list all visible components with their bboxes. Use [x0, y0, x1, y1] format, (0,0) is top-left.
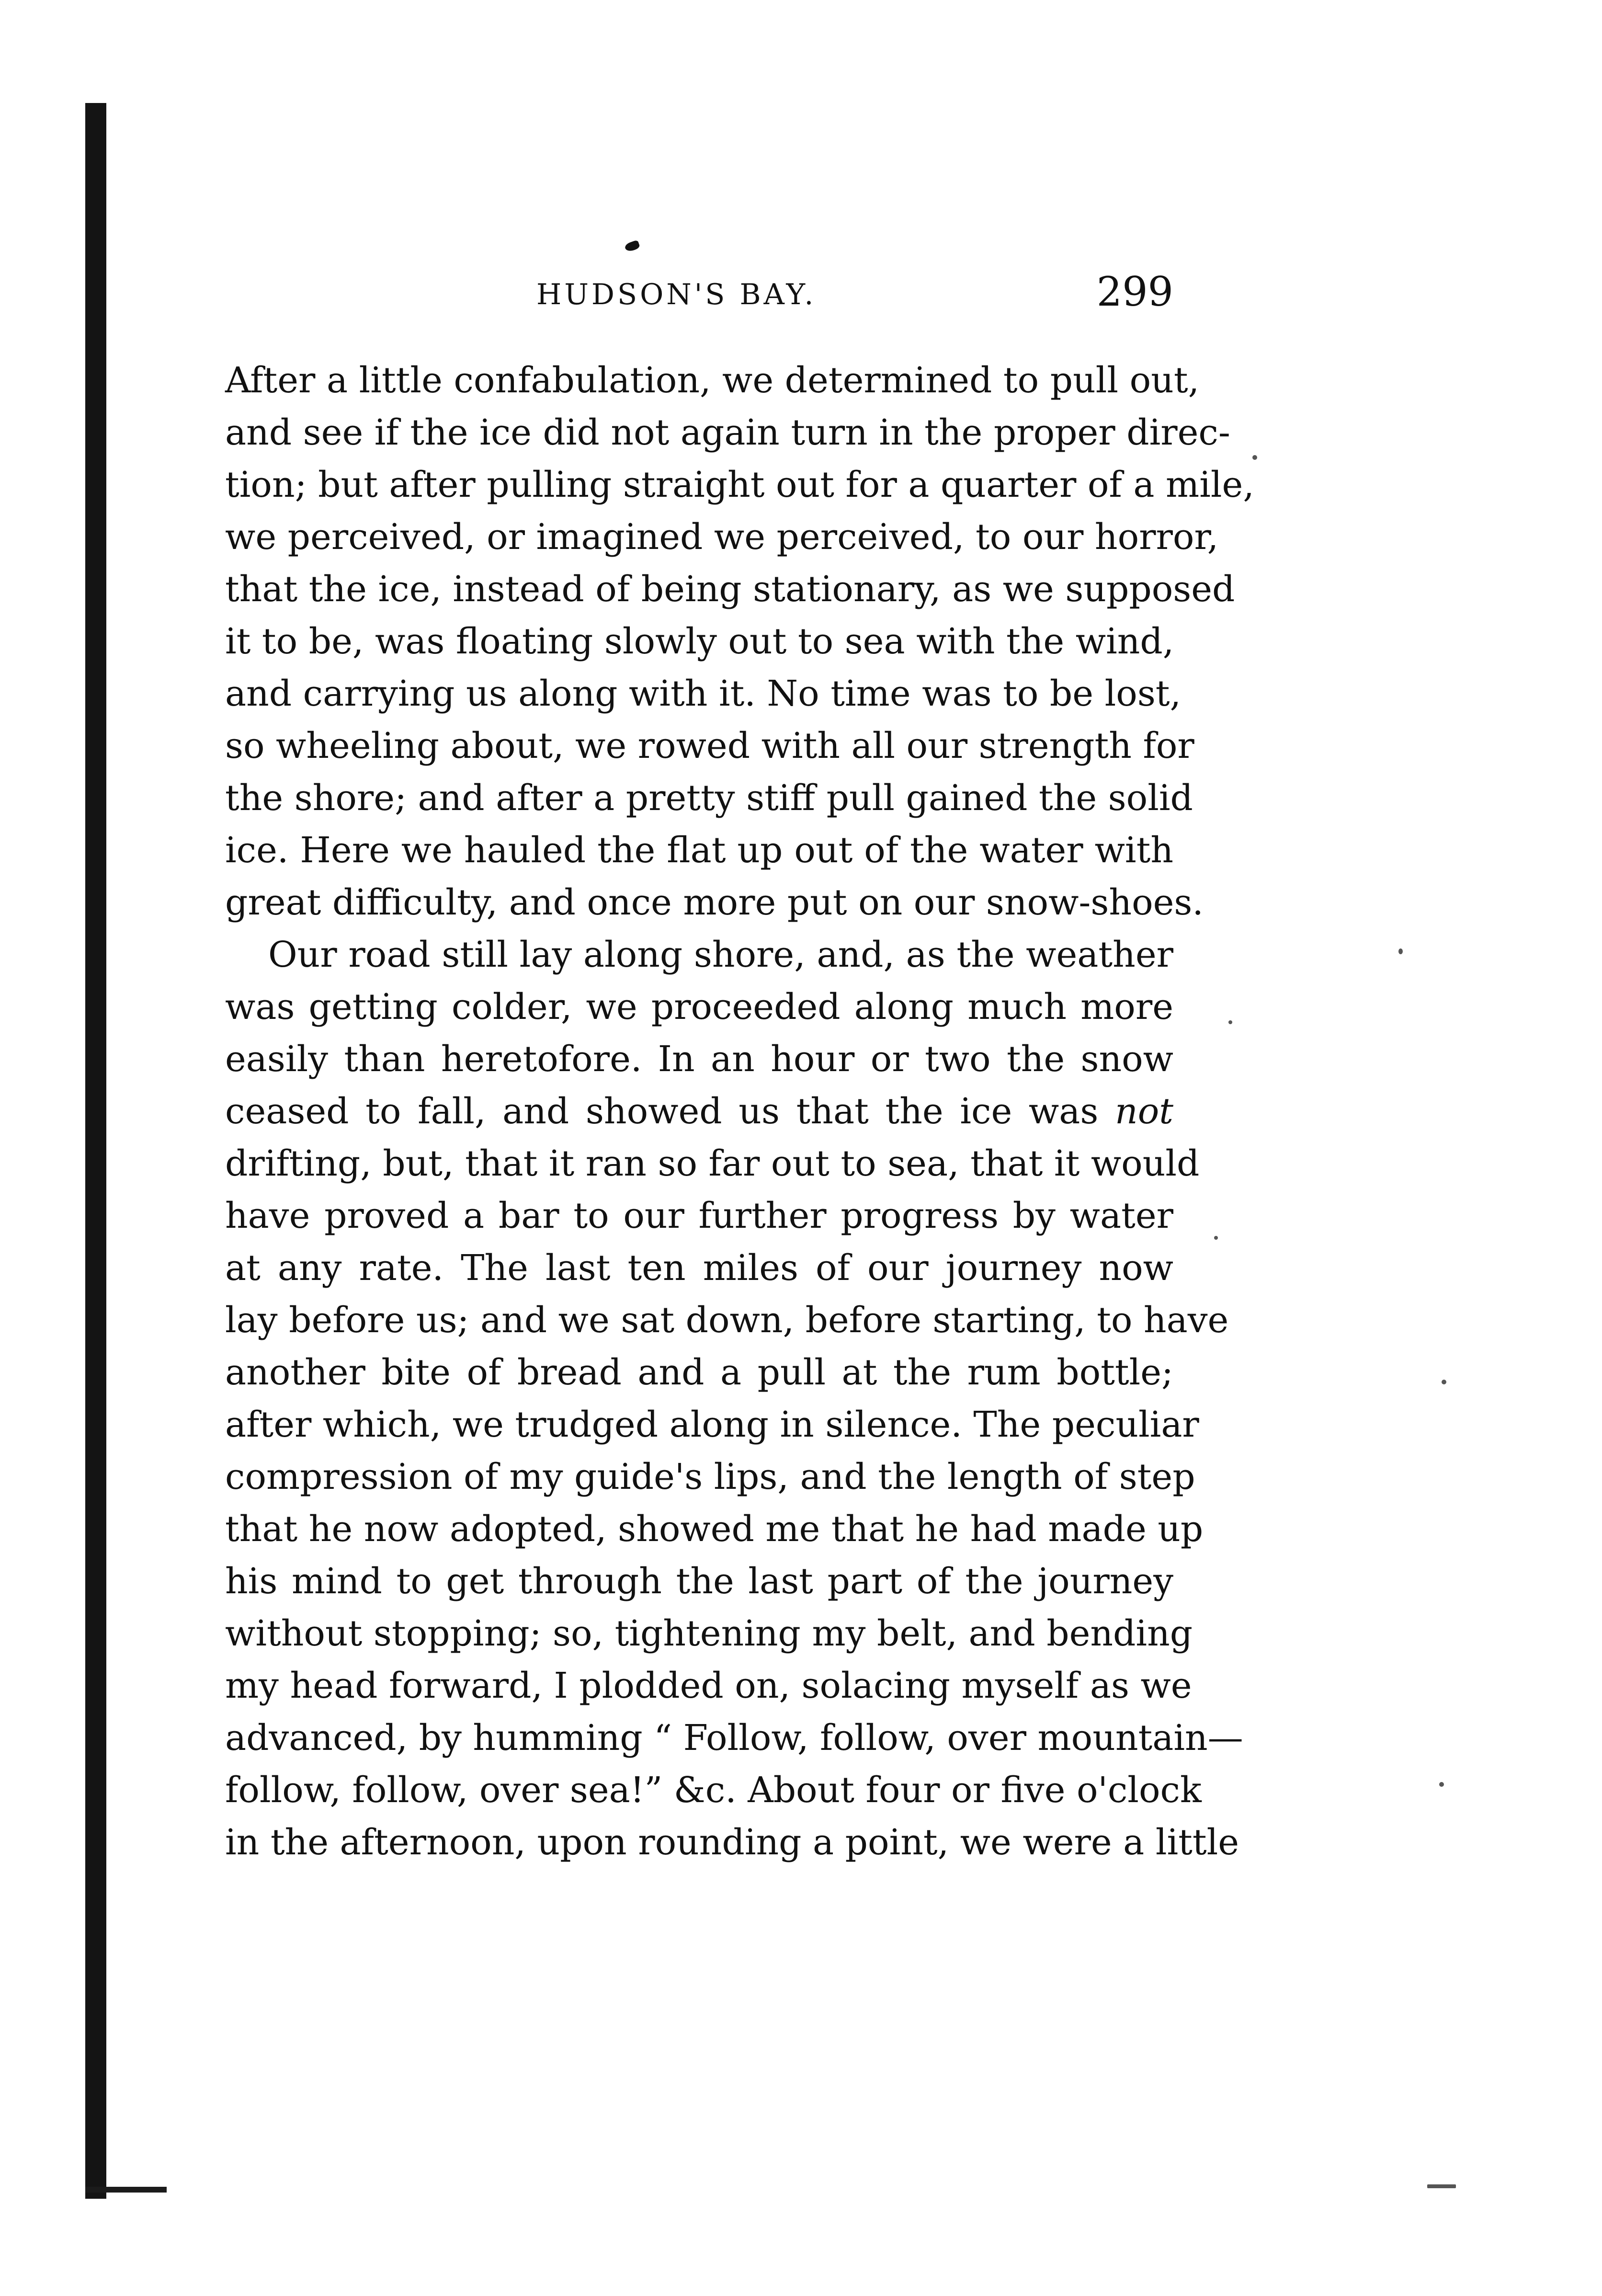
emphasized-word: not: [1115, 1091, 1173, 1132]
text-line-with-emphasis: [225, 1085, 1173, 1138]
page-header: [225, 268, 1173, 326]
text-line: After a little confabulation, we determined to pull out,: [225, 360, 1200, 401]
running-head: HUDSON'S BAY.: [536, 278, 817, 311]
text-line: and carrying us along with it. No time was to be lost,: [225, 673, 1182, 714]
paragraph-1: [225, 354, 1254, 929]
text-line: my head forward, I plodded on, solacing myself as we: [225, 1665, 1192, 1706]
text-line: have proved a bar to our further progress by water: [225, 1195, 1173, 1236]
page-number: 299: [1096, 268, 1173, 315]
ink-mark: [624, 240, 640, 252]
scan-speck: [1442, 1380, 1446, 1384]
text-line: was getting colder, we proceeded along much more: [225, 986, 1173, 1028]
text-line: easily than heretofore. In an hour or two the snow: [225, 1039, 1173, 1080]
text-line: so wheeling about, we rowed with all our strength for: [225, 725, 1194, 766]
scan-speck: [1228, 1020, 1232, 1024]
text-line: compression of my guide's lips, and the length of step: [225, 1456, 1195, 1497]
binding-rule-foot: [85, 2187, 167, 2193]
text-line: without stopping; so, tightening my belt, and bending: [225, 1613, 1193, 1654]
scan-speck: [1427, 2184, 1456, 2188]
text-line: in the afternoon, upon rounding a point, we were a little: [225, 1822, 1239, 1863]
text-line: his mind to get through the last part of the journey: [225, 1561, 1173, 1602]
text-line: the shore; and after a pretty stiff pull gained the solid: [225, 777, 1193, 819]
text-line: ice. Here we hauled the flat up out of the water with: [225, 830, 1173, 871]
text-line: lay before us; and we sat down, before starting, to have: [225, 1300, 1229, 1341]
text-line-segment: ceased to fall, and showed us that the ice was: [225, 1091, 1099, 1132]
scan-speck: [1439, 1782, 1444, 1787]
binding-rule: [85, 103, 106, 2199]
text-line: at any rate. The last ten miles of our journey now: [225, 1247, 1173, 1289]
text-line: we perceived, or imagined we perceived, to our horror,: [225, 516, 1219, 558]
scan-speck: [1252, 455, 1257, 460]
text-line: advanced, by humming “ Follow, follow, over mountain—: [225, 1717, 1243, 1759]
scan-speck: [1398, 948, 1403, 954]
body-text: [225, 354, 1254, 1869]
text-line: another bite of bread and a pull at the rum bottle;: [225, 1352, 1173, 1393]
paragraph-2: [225, 929, 1243, 1869]
text-line: great difficulty, and once more put on our snow-shoes.: [225, 882, 1204, 923]
text-line: and see if the ice did not again turn in the proper direc-: [225, 412, 1230, 453]
text-line: tion; but after pulling straight out for a quarter of a mile,: [225, 464, 1254, 505]
text-line: drifting, but, that it ran so far out to sea, that it would: [225, 1143, 1200, 1184]
text-line: that the ice, instead of being stationary, as we supposed: [225, 569, 1235, 610]
text-line: it to be, was floating slowly out to sea with the wind,: [225, 621, 1174, 662]
text-line: Our road still lay along shore, and, as the weather: [268, 934, 1173, 975]
text-line: that he now adopted, showed me that he had made up: [225, 1508, 1204, 1550]
scan-speck: [1214, 1236, 1218, 1240]
text-line: follow, follow, over sea!” &c. About four or five o'clock: [225, 1770, 1202, 1811]
text-line: after which, we trudged along in silence. The peculiar: [225, 1404, 1199, 1445]
